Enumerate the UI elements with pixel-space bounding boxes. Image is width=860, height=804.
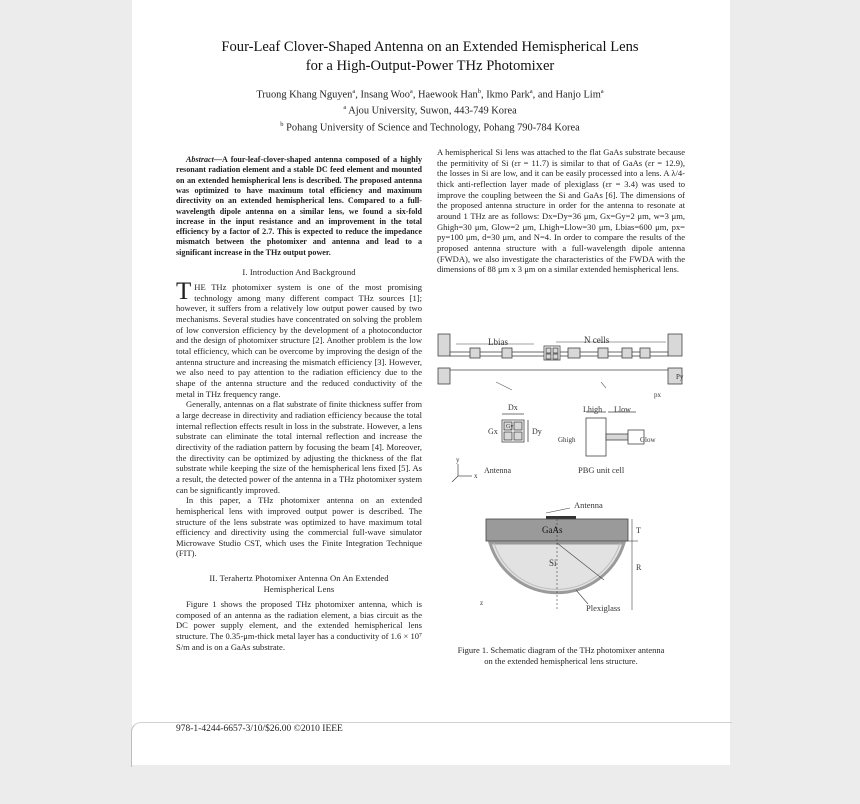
lens-structure (486, 508, 638, 610)
pbg-label: PBG unit cell (578, 465, 625, 475)
abstract-text: —A four-leaf-clover-shaped antenna composed of a highly resonant radiation element and a stable DC feed element and mounted on an extended hemispherical lens is described. The proposed antenna was optimized to have maximum total efficiency and maximum directivity on an extended hemispherical lens. Compared to a full-wavelength dipole antenna on a similar lens, we found a six-fold increase in the input resistance and an improvement in the total efficiency by a factor of 2.7. This is expected to reduce the impedance mismatch between the photomixer and antenna and lead to a significant increase in the THz output power. (176, 155, 422, 257)
author-block (170, 86, 690, 135)
gy-label: Gy (506, 424, 514, 430)
author-affiliation-mark: a (529, 88, 533, 95)
antenna-detail-label: Antenna (484, 466, 512, 475)
author-affiliation-mark: a (409, 88, 413, 95)
affiliation-b: $^b$ Pohang University of Science and Technology, Pohang 790-784 Korea (280, 120, 580, 133)
lhigh-label: Lhigh (583, 405, 603, 414)
axis-z-label: z (480, 599, 484, 607)
llow-label: Llow (614, 405, 631, 414)
author-affiliation-mark: a (600, 88, 604, 95)
left-column (176, 147, 422, 652)
n-cells-label: N cells (584, 335, 610, 345)
dy-label: Dy (532, 427, 542, 436)
section-1-para-3: In this paper, a THz photomixer antenna on an extended hemispherical lens with improved output power is described. The structure of the lens substrate was optimized to have maximum total efficiency and directivity using the commercial full-wave simulator Microwave Studio CST, which uses the Finite Integration Technique (FIT). (176, 495, 422, 559)
si-label: Si (549, 558, 557, 568)
axes-icon (452, 464, 472, 482)
author-name: Truong Khang Nguyen (256, 89, 353, 101)
author-name: Ikmo Park (486, 89, 530, 101)
paper-title (150, 38, 710, 76)
copyright-footer: 978-1-4244-6657-3/10/$26.00 ©2010 IEEE (176, 724, 343, 734)
author-affiliation-mark: b (477, 88, 481, 95)
author-name: Insang Woo (360, 89, 410, 101)
bias-circuit-diagram (438, 334, 682, 384)
section-2-para-1: Figure 1 shows the proposed THz photomixer antenna, which is composed of an antenna as the radiation element, a bias circuit as the DC power supply element, and the extended hemispherical lens structure. The 0.35-μm-thick metal layer has a conductivity of 1.6 × 10⁷ S/m and is on a GaAs substrate. (176, 599, 422, 652)
pbg-unit-cell (586, 412, 644, 456)
figure-1-caption: Figure 1. Schematic diagram of the THz photomixer antenna on the extended hemispherical lens structure. (457, 645, 665, 666)
gx-label: Gx (488, 427, 498, 436)
author-name: Haewook Han (418, 89, 478, 101)
abstract-label: Abstract (186, 155, 214, 165)
t-label: T (636, 526, 641, 535)
section-1-para-1: THE THz photomixer system is one of the most promising technology among many different compact THz sources [1]; however, it suffers from a relatively low output power caused by two mechanisms. Several studies have concentrated on solving the problem of low conversion efficiency by the development of a photoconductor and the design of photomixer structure [2]. Another problem is the low total efficiency, which can be overcome by improving the design of the antenna structure and increasing the mismatch efficiency [3]. However, we also need to pay attention to the radiation efficiency due to the shape of the antenna structure and the reduced conductivity of the metal in THz frequency range. (176, 278, 422, 399)
abstract (176, 155, 422, 258)
lbias-label: Lbias (488, 337, 508, 347)
author-affiliation-mark: a (352, 88, 356, 95)
section-2-heading: II. Terahertz Photomixer Antenna On An Extended Hemispherical Lens (209, 573, 389, 595)
plexiglass-label: Plexiglass (586, 603, 621, 613)
r-label: R (636, 563, 642, 572)
figure-1 (436, 330, 685, 617)
right-column (437, 147, 685, 275)
affiliation-a: $^a$ Ajou University, Suwon, 443-749 Korea (343, 104, 517, 117)
ghigh-label: Ghigh (558, 436, 576, 444)
section-1-heading: I. Introduction And Background (242, 267, 356, 278)
axis-x-label: x (474, 472, 478, 480)
author-names: Truong Khang Nguyen$^a$, Insang Woo$^a$, Haewook Han$^b$, Ikmo Park$^a$, and Hanjo Lim$^a$ (256, 88, 604, 101)
antenna-lens-label: Antenna (574, 500, 603, 510)
gaas-label: GaAs (542, 525, 563, 535)
figure-1-diagram (436, 330, 685, 617)
author-name: Hanjo Lim (555, 89, 601, 101)
dropcap: T (176, 278, 192, 306)
title-line-2: for a High-Output-Power THz Photomixer (305, 58, 555, 74)
title-line-1: Four-Leaf Clover-Shaped Antenna on an Extended Hemispherical Lens (221, 39, 639, 55)
axis-y-label: y (456, 456, 460, 464)
glow-label: Glow (640, 436, 656, 444)
section-1-para-2: Generally, antennas on a flat substrate of finite thickness suffer from a large decrease in directivity and radiation efficiency because the total internal reflection effects result in loss in the substrate. However, a lens substrate can eliminate the total internal reflection and increase the directivity of the radiation pattern by focusing the beam [4]. Moreover, the directivity can be optimized by adjusting the thickness of the flat substrate while keeping the size of the hemispherical lens fixed [5]. As a result, the detected power of the antenna in a THz photomixer system can be significantly improved. (176, 399, 422, 495)
right-column-para-1: A hemispherical Si lens was attached to the flat GaAs substrate because the permitivity of Si (εr = 11.7) is similar to that of GaAs (εr = 12.9), the losses in Si are low, and it can be easily processed into a lens. A λ/4-thick anti-reflection layer made of plexiglass (εr = 3.4) was used to improve the coupling between the Si and GaAs [6]. The dimensions of the proposed antenna structure in order for the antenna to resonate at around 1 THz are as follows: Dx=Dy=36 μm, Gx=Gy=2 μm, w=3 μm, Ghigh=30 μm, Glow=2 μm, Lhigh=Llow=30 μm, Lbias=600 μm, px= py=100 μm, d=30 μm, and N=4. In order to compare the results of the proposed antenna structure with a full-wavelength dipole antenna (FWDA), we also investigate the characteristics of the FWDA with the dimensions of 88 μm x 3 μm on a similar extended hemispherical lens. (437, 147, 685, 275)
px-label: px (654, 391, 661, 399)
dx-label: Dx (508, 403, 518, 412)
py-label: Py (676, 373, 684, 381)
